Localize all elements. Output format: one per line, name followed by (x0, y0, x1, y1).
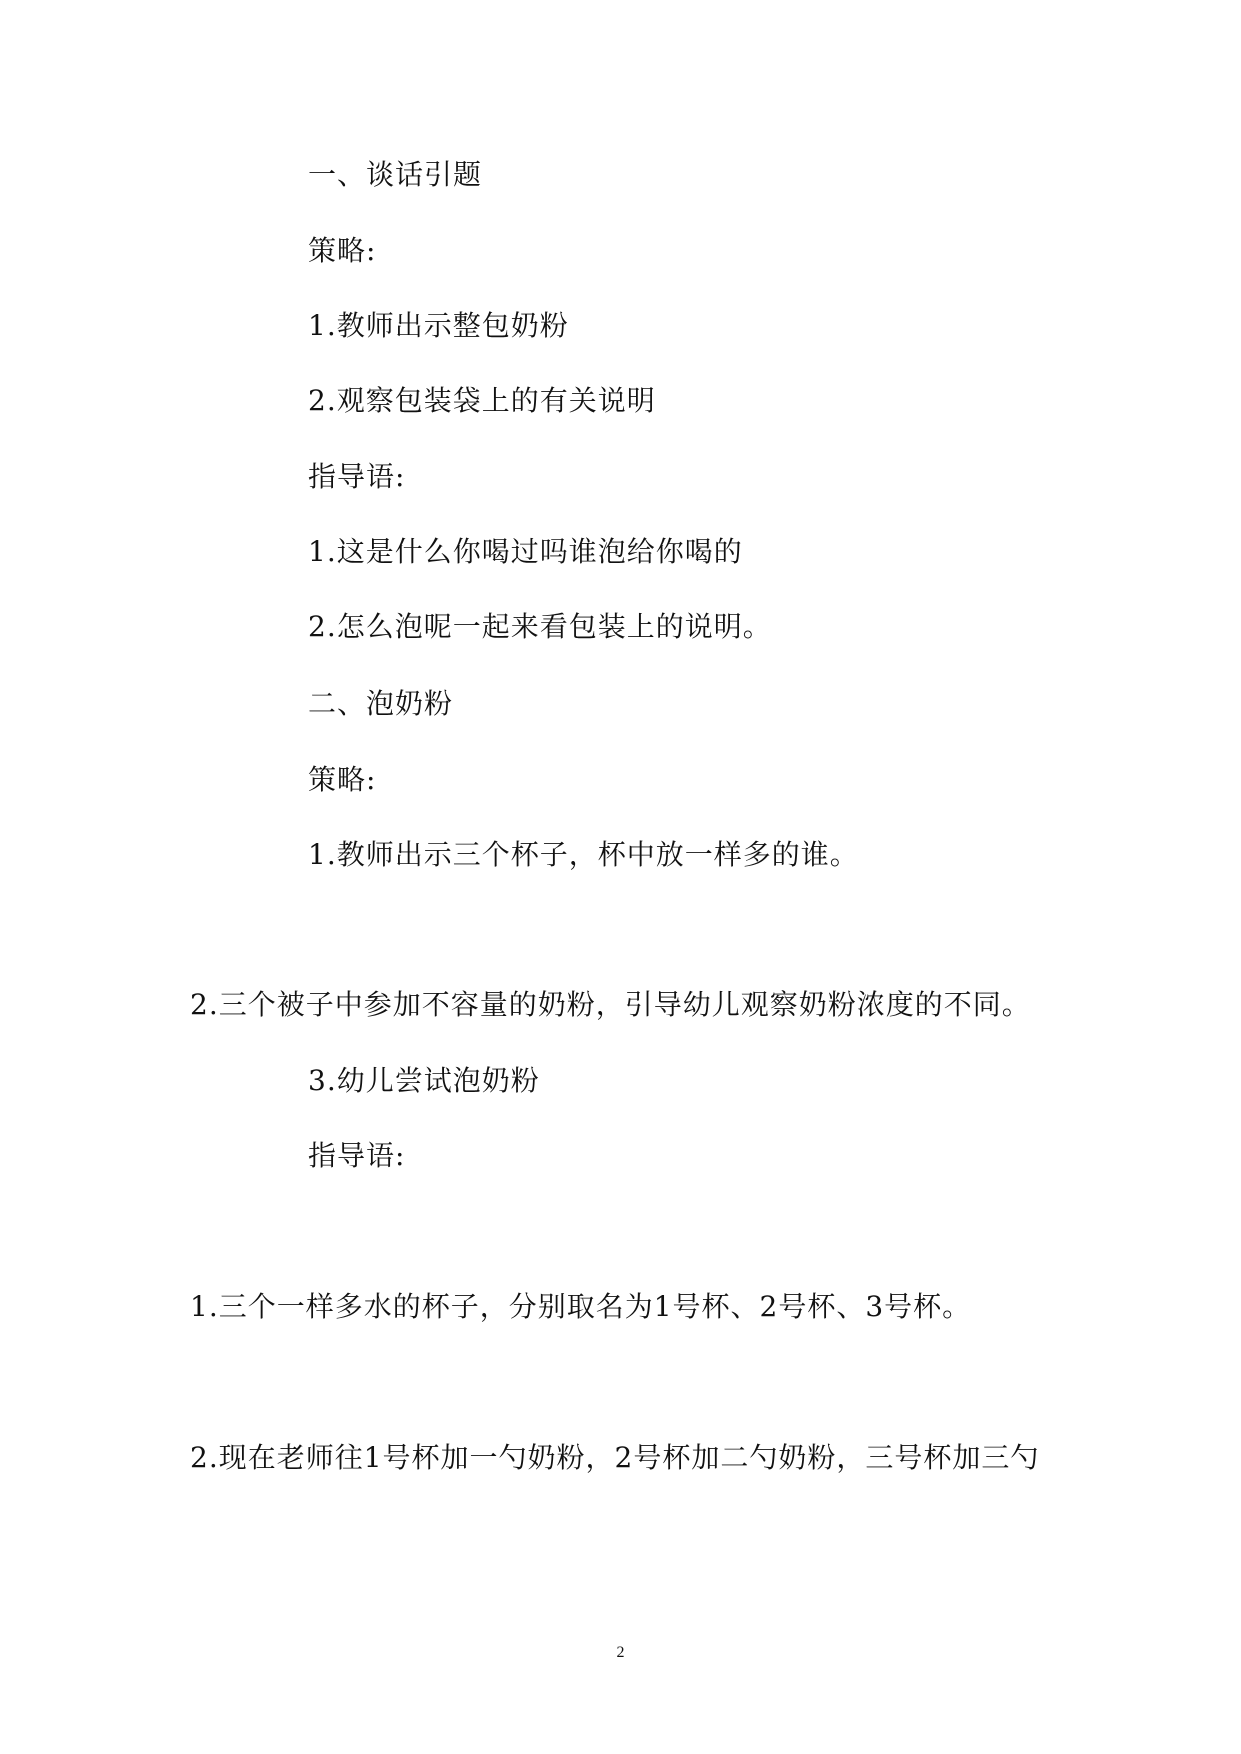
paragraph: 1.教师出示三个杯子，杯中放一样多的谁。 (308, 838, 859, 871)
paragraph: 2.三个被子中参加不容量的奶粉，引导幼儿观察奶粉浓度的不同。 (190, 988, 1031, 1021)
paragraph: 1.教师出示整包奶粉 (308, 309, 569, 342)
paragraph-label: 指导语: (308, 1139, 406, 1172)
section-heading: 一、谈话引题 (308, 158, 483, 191)
paragraph: 1.这是什么你喝过吗谁泡给你喝的 (308, 535, 743, 568)
paragraph-label: 策略: (308, 763, 377, 796)
paragraph: 2.怎么泡呢一起来看包装上的说明。 (308, 610, 772, 643)
paragraph-label: 策略: (308, 234, 377, 267)
paragraph: 2.现在老师往1号杯加一勺奶粉，2号杯加二勺奶粉，三号杯加三勺 (190, 1441, 1040, 1474)
paragraph-label: 指导语: (308, 460, 406, 493)
page-number: 2 (616, 1644, 625, 1661)
paragraph: 3.幼儿尝试泡奶粉 (308, 1064, 540, 1097)
section-heading: 二、泡奶粉 (308, 687, 454, 720)
paragraph: 2.观察包装袋上的有关说明 (308, 384, 656, 417)
paragraph: 1.三个一样多水的杯子，分别取名为1号杯、2号杯、3号杯。 (190, 1290, 972, 1323)
